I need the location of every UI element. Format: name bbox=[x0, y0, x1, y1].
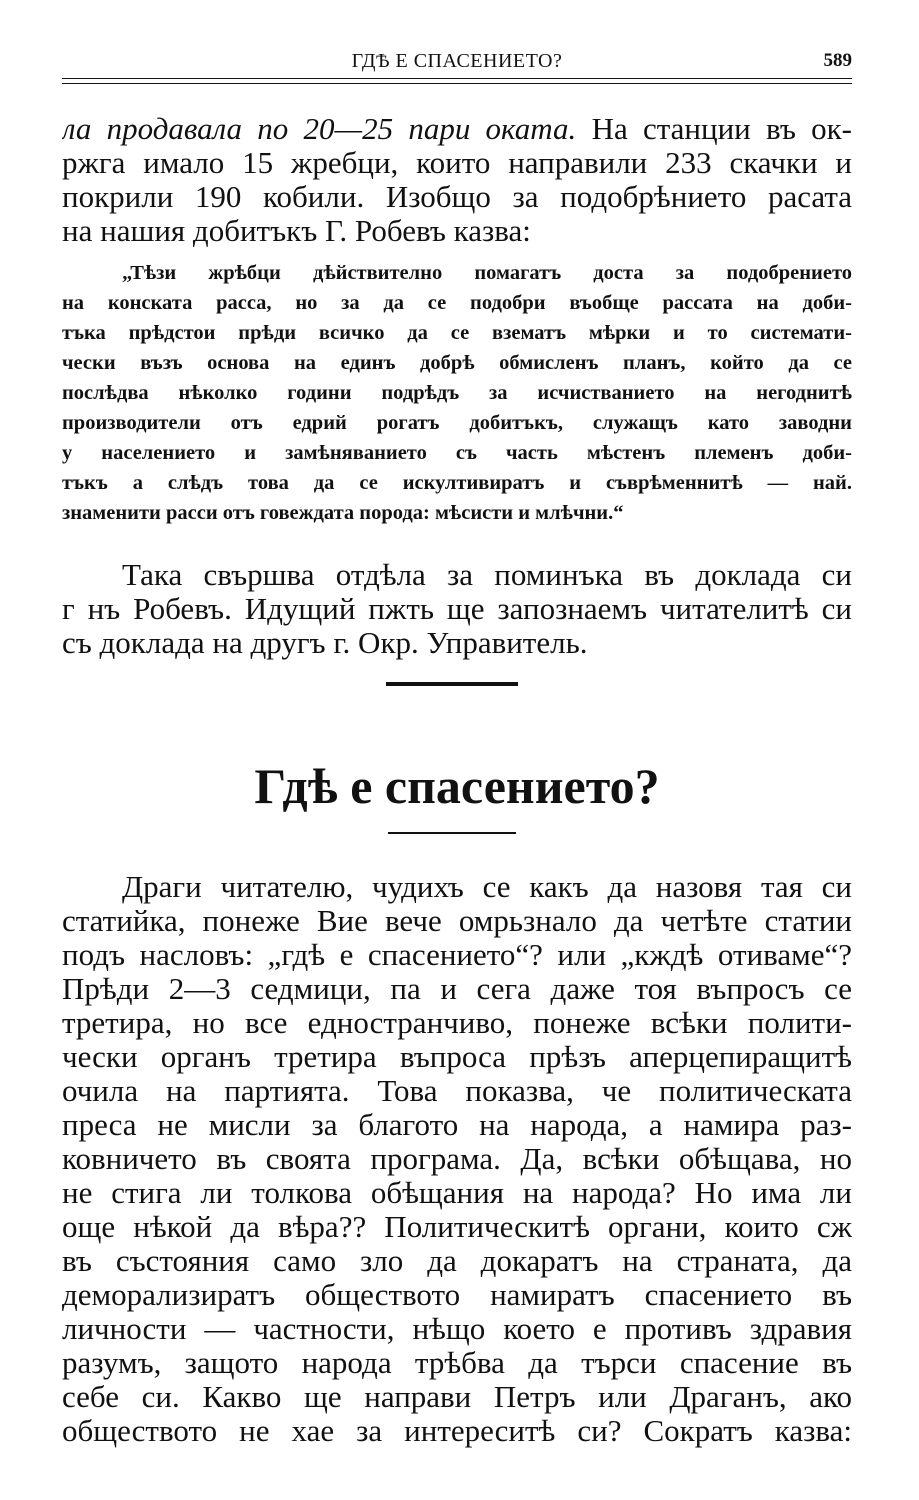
paragraph-line: още нѣкой да вѣра?? Политическитѣ органи, които сж bbox=[62, 1210, 852, 1244]
paragraph-line: обществото не хае за интереситѣ си? Сократъ казва: bbox=[62, 1414, 852, 1448]
paragraph-line: ржга имало 15 жребци, които направили 233 скачки и bbox=[62, 146, 852, 180]
paragraph-line: ковничето въ своята програма. Да, всѣки обѣщава, но bbox=[62, 1142, 852, 1176]
quote-line: производители отъ едрий рогатъ добитъкъ, служащъ като заводни bbox=[62, 412, 852, 434]
quote-block bbox=[62, 258, 852, 528]
paragraph-line: г нъ Робевъ. Идущий пжть ще запознаемъ читателитѣ си bbox=[62, 592, 852, 626]
paragraph-line: Така свършва отдѣла за поминъка въ доклада си bbox=[122, 558, 852, 592]
continuation-paragraph bbox=[62, 112, 852, 248]
quote-line: чески възъ основа на единъ добрѣ обмисленъ планъ, който да се bbox=[62, 352, 852, 374]
quote-line: на конската расса, но за да се подобри въобще рассата на доби- bbox=[62, 292, 852, 314]
paragraph-line: не стига ли толкова обѣщания на народа? Но има ли bbox=[62, 1176, 852, 1210]
italic-lead: ла продавала по 20—25 пари оката. bbox=[62, 112, 577, 146]
paragraph-line: третира, но все едностранчиво, понеже всѣки полити- bbox=[62, 1006, 852, 1040]
paragraph-line: Драги читателю, чудихъ се какъ да назовя тая си bbox=[122, 870, 852, 904]
page-header bbox=[62, 44, 852, 74]
header-rule bbox=[62, 78, 852, 84]
paragraph-line: чески органъ третира въпроса прѣзъ аперцепиращитѣ bbox=[62, 1040, 852, 1074]
section-separator bbox=[386, 682, 518, 686]
page-number: 589 bbox=[823, 50, 852, 71]
paragraph-line: очила на партията. Това показва, че политическата bbox=[62, 1074, 852, 1108]
paragraph-line: деморализиратъ обществото намиратъ спасението въ bbox=[62, 1278, 852, 1312]
quote-line: послѣдва нѣколко години подрѣдъ за исчистванието на негоднитѣ bbox=[62, 382, 852, 404]
closing-paragraph bbox=[62, 558, 852, 660]
article-body bbox=[62, 870, 852, 1448]
quote-line: тъкъ а слѣдъ това да се искултивиратъ и съврѣменнитѣ — най. bbox=[62, 472, 852, 494]
quote-line: тъка прѣдстои прѣди всичко да се взематъ мѣрки и то системати- bbox=[62, 322, 852, 344]
paragraph-line: покрили 190 кобили. Изобщо за подобрѣнието расата bbox=[62, 180, 852, 214]
paragraph-line: преса не мисли за благото на народа, а намира раз- bbox=[62, 1108, 852, 1142]
quote-line: „Тѣзи жрѣбци дѣйствително помагатъ доста за подобрението bbox=[122, 262, 852, 284]
article-title: Гдѣ е спасението? bbox=[254, 758, 660, 814]
paragraph-line: личности — частности, нѣщо което е противъ здравия bbox=[62, 1312, 852, 1346]
paragraph-line: себе си. Какво ще направи Петръ или Драганъ, ако bbox=[62, 1380, 852, 1414]
paragraph-line: на нашия добитъкъ Г. Робевъ казва: bbox=[62, 214, 531, 248]
paragraph-line: Прѣди 2—3 седмици, па и сега даже тоя въпросъ се bbox=[62, 972, 852, 1006]
paragraph-line: статийка, понеже Вие вече омрьзнало да четѣте статии bbox=[62, 904, 852, 938]
paragraph-line: разумъ, защото народа трѣбва да търси спасение въ bbox=[62, 1346, 852, 1380]
quote-line: у населението и замѣняванието съ часть мѣстенъ племенъ доби- bbox=[62, 442, 852, 464]
quote-line: знаменити расси отъ говеждата порода: мѣсисти и млѣчни.“ bbox=[62, 502, 624, 524]
running-title: ГДѢ Е СПАСЕНИЕТО? bbox=[351, 50, 563, 72]
paragraph-line: въ състояния само зло да докаратъ на страната, да bbox=[62, 1244, 852, 1278]
paragraph-line: ла продавала по 20—25 пари оката. На станции въ ок- bbox=[62, 112, 852, 146]
paragraph-line: съ доклада на другъ г. Окр. Управитель. bbox=[62, 626, 588, 660]
paragraph-line: подъ насловъ: „гдѣ е спасението“? или „кждѣ отиваме“? bbox=[62, 938, 852, 972]
title-underline bbox=[388, 832, 516, 834]
